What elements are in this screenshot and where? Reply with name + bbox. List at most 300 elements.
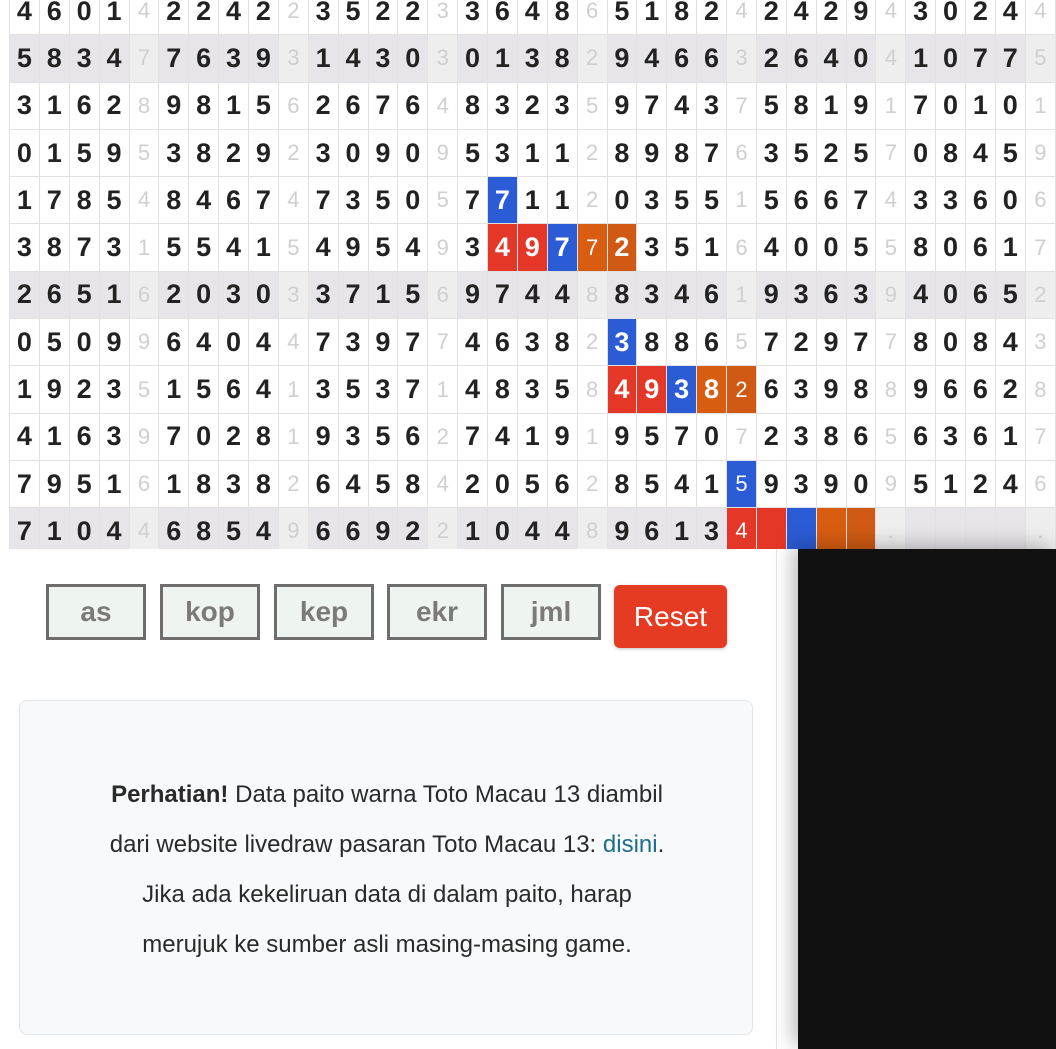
- paito-cell: 5: [756, 177, 786, 224]
- paito-cell: 4: [488, 224, 518, 271]
- paito-cell: 7: [129, 35, 159, 82]
- paito-cell: 1: [99, 460, 129, 507]
- paito-cell: 5: [1025, 35, 1055, 82]
- paito-cell: 2: [278, 460, 308, 507]
- paito-cell: 4: [995, 319, 1025, 366]
- paito-cell: 8: [577, 508, 607, 549]
- paito-cell: 5: [547, 366, 577, 413]
- paito-cell: 9: [607, 508, 637, 549]
- paito-cell: 5: [607, 0, 637, 35]
- paito-cell: 2: [10, 271, 40, 318]
- paito-row: [10, 129, 1056, 176]
- paito-cell: 1: [249, 224, 279, 271]
- paito-cell: 8: [547, 319, 577, 366]
- paito-cell: 6: [667, 35, 697, 82]
- paito-cell: 1: [995, 224, 1025, 271]
- paito-cell: 0: [249, 271, 279, 318]
- paito-cell: 6: [159, 508, 189, 549]
- paito-cell: 7: [846, 177, 876, 224]
- paito-cell: 3: [338, 413, 368, 460]
- paito-cell: 5: [189, 224, 219, 271]
- paito-cell: 4: [547, 271, 577, 318]
- filter-input-jml[interactable]: [501, 584, 601, 640]
- paito-cell: 3: [99, 413, 129, 460]
- paito-row: [10, 413, 1056, 460]
- paito-cell: 8: [876, 366, 906, 413]
- paito-cell: 3: [697, 82, 727, 129]
- paito-cell: 0: [69, 508, 99, 549]
- paito-cell: .: [876, 508, 906, 549]
- paito-cell: 4: [129, 0, 159, 35]
- paito-cell: 6: [159, 319, 189, 366]
- paito-cell: 0: [936, 271, 966, 318]
- paito-cell: 1: [10, 177, 40, 224]
- paito-cell: 9: [99, 129, 129, 176]
- paito-cell: 3: [637, 177, 667, 224]
- paito-cell: 3: [1025, 319, 1055, 366]
- paito-cell: 5: [69, 460, 99, 507]
- paito-cell: .: [1025, 508, 1055, 549]
- paito-cell: 2: [69, 366, 99, 413]
- paito-cell: 2: [577, 177, 607, 224]
- paito-cell: 4: [667, 82, 697, 129]
- paito-cell: 9: [129, 319, 159, 366]
- paito-cell: 4: [129, 508, 159, 549]
- paito-cell: 8: [39, 224, 69, 271]
- paito-cell: 4: [876, 177, 906, 224]
- paito-cell: 1: [39, 508, 69, 549]
- paito-cell: 1: [39, 413, 69, 460]
- paito-cell: 9: [756, 460, 786, 507]
- paito-cell: 2: [278, 0, 308, 35]
- paito-cell: 4: [667, 460, 697, 507]
- paito-cell: 2: [697, 0, 727, 35]
- paito-cell: 3: [667, 366, 697, 413]
- paito-cell: 0: [338, 129, 368, 176]
- paito-cell: 6: [966, 366, 996, 413]
- paito-cell: 6: [577, 0, 607, 35]
- paito-cell: 6: [786, 35, 816, 82]
- paito-cell: 5: [159, 224, 189, 271]
- paito-cell: 6: [697, 319, 727, 366]
- paito-cell: 1: [667, 508, 697, 549]
- paito-cell: 7: [756, 319, 786, 366]
- paito-cell: 7: [308, 319, 338, 366]
- paito-cell: 5: [876, 413, 906, 460]
- paito-cell: 3: [159, 129, 189, 176]
- paito-grid: [9, 0, 1056, 549]
- paito-cell: 1: [159, 460, 189, 507]
- paito-cell: 4: [458, 366, 488, 413]
- paito-cell: 9: [607, 35, 637, 82]
- paito-cell: 6: [488, 0, 518, 35]
- paito-cell: 9: [249, 35, 279, 82]
- paito-cell: 9: [607, 413, 637, 460]
- paito-cell: 6: [966, 224, 996, 271]
- paito-cell: 9: [39, 366, 69, 413]
- paito-cell: 3: [786, 366, 816, 413]
- paito-cell: 5: [846, 224, 876, 271]
- paito-cell: 0: [189, 271, 219, 318]
- paito-cell: 3: [936, 413, 966, 460]
- paito-cell: 1: [99, 0, 129, 35]
- paito-cell: 0: [10, 129, 40, 176]
- paito-cell: 4: [278, 319, 308, 366]
- paito-cell: 1: [517, 413, 547, 460]
- paito-cell: 7: [846, 319, 876, 366]
- paito-cell: 9: [846, 0, 876, 35]
- paito-cell: 7: [398, 366, 428, 413]
- paito-cell: 1: [517, 177, 547, 224]
- paito-cell: 3: [219, 460, 249, 507]
- paito-cell: 1: [637, 0, 667, 35]
- paito-cell: 4: [637, 35, 667, 82]
- paito-cell: 9: [756, 271, 786, 318]
- paito-cell: 6: [816, 177, 846, 224]
- paito-cell: 2: [577, 319, 607, 366]
- paito-cell: 8: [129, 82, 159, 129]
- paito-cell: 1: [906, 35, 936, 82]
- paito-cell: 1: [697, 460, 727, 507]
- notice-box: [19, 700, 753, 1035]
- paito-cell: 4: [189, 319, 219, 366]
- paito-cell: 6: [727, 224, 757, 271]
- paito-cell: [786, 508, 816, 549]
- paito-cell: 9: [637, 129, 667, 176]
- paito-cell: 8: [189, 82, 219, 129]
- paito-cell: 2: [249, 0, 279, 35]
- paito-cell: 2: [398, 0, 428, 35]
- paito-cell: 0: [786, 224, 816, 271]
- paito-cell: 5: [189, 366, 219, 413]
- paito-cell: 5: [697, 177, 727, 224]
- paito-cell: 3: [278, 35, 308, 82]
- paito-cell: 1: [995, 413, 1025, 460]
- paito-cell: 8: [398, 460, 428, 507]
- paito-cell: 8: [39, 35, 69, 82]
- paito-cell: 1: [727, 177, 757, 224]
- paito-cell: 0: [69, 0, 99, 35]
- paito-cell: 2: [727, 366, 757, 413]
- paito-cell: 6: [308, 508, 338, 549]
- filter-input-kep[interactable]: [274, 584, 374, 640]
- paito-cell: 5: [786, 129, 816, 176]
- reset-button[interactable]: Reset: [614, 585, 727, 648]
- paito-cell: 5: [727, 319, 757, 366]
- paito-cell: 4: [99, 35, 129, 82]
- paito-cell: [995, 508, 1025, 549]
- paito-cell: 1: [428, 366, 458, 413]
- paito-cell: 7: [428, 319, 458, 366]
- paito-cell: 8: [667, 0, 697, 35]
- paito-cell: 1: [99, 271, 129, 318]
- divider: [776, 549, 777, 1049]
- paito-cell: 8: [607, 129, 637, 176]
- paito-cell: 5: [338, 366, 368, 413]
- paito-cell: 5: [995, 129, 1025, 176]
- paito-cell: 9: [249, 129, 279, 176]
- notice-line-3: Jika ada kekeliruan data di dalam paito, harap: [142, 881, 632, 908]
- paito-cell: 1: [1025, 82, 1055, 129]
- paito-cell: 8: [159, 177, 189, 224]
- paito-cell: 8: [966, 319, 996, 366]
- paito-cell: 0: [219, 319, 249, 366]
- paito-cell: 3: [338, 177, 368, 224]
- paito-cell: 5: [637, 413, 667, 460]
- paito-cell: 7: [10, 508, 40, 549]
- paito-cell: 2: [219, 413, 249, 460]
- paito-cell: 5: [637, 460, 667, 507]
- paito-cell: 4: [876, 0, 906, 35]
- paito-cell: 6: [786, 177, 816, 224]
- paito-cell: 2: [278, 129, 308, 176]
- paito-cell: 5: [249, 82, 279, 129]
- paito-cell: 8: [906, 224, 936, 271]
- paito-cell: [756, 508, 786, 549]
- paito-cell: 3: [786, 271, 816, 318]
- paito-cell: 6: [966, 413, 996, 460]
- paito-grid-container: [9, 0, 1056, 549]
- paito-cell: 5: [99, 177, 129, 224]
- paito-cell: 7: [488, 177, 518, 224]
- paito-cell: 5: [368, 177, 398, 224]
- paito-cell: 6: [338, 82, 368, 129]
- paito-cell: 6: [69, 413, 99, 460]
- paito-cell: 3: [338, 319, 368, 366]
- paito-cell: 3: [517, 35, 547, 82]
- paito-cell: 0: [607, 177, 637, 224]
- paito-cell: 6: [547, 460, 577, 507]
- notice-line-2: [20, 831, 754, 859]
- paito-cell: 6: [846, 413, 876, 460]
- paito-cell: 1: [577, 413, 607, 460]
- paito-cell: 5: [727, 460, 757, 507]
- paito-cell: 2: [786, 319, 816, 366]
- paito-cell: 4: [308, 224, 338, 271]
- paito-cell: 3: [428, 0, 458, 35]
- paito-cell: 4: [547, 508, 577, 549]
- paito-cell: 6: [936, 366, 966, 413]
- paito-cell: 6: [727, 129, 757, 176]
- paito-cell: 6: [966, 177, 996, 224]
- paito-cell: 2: [428, 413, 458, 460]
- paito-cell: 5: [846, 129, 876, 176]
- paito-cell: 3: [308, 271, 338, 318]
- paito-cell: 2: [308, 82, 338, 129]
- paito-cell: 2: [1025, 271, 1055, 318]
- paito-cell: 2: [966, 0, 996, 35]
- paito-cell: 0: [936, 82, 966, 129]
- paito-cell: 1: [159, 366, 189, 413]
- paito-cell: 3: [488, 82, 518, 129]
- paito-cell: 8: [816, 413, 846, 460]
- paito-cell: 9: [368, 319, 398, 366]
- paito-cell: 7: [876, 319, 906, 366]
- paito-cell: 6: [906, 413, 936, 460]
- paito-cell: 9: [816, 366, 846, 413]
- paito-cell: 7: [368, 82, 398, 129]
- paito-cell: 8: [189, 129, 219, 176]
- paito-cell: 2: [816, 0, 846, 35]
- paito-cell: 4: [995, 0, 1025, 35]
- paito-cell: 3: [727, 35, 757, 82]
- paito-cell: 4: [10, 0, 40, 35]
- paito-cell: 4: [398, 224, 428, 271]
- filter-input-as[interactable]: [46, 584, 146, 640]
- paito-cell: 6: [697, 271, 727, 318]
- paito-cell: 8: [667, 319, 697, 366]
- paito-cell: 4: [278, 177, 308, 224]
- paito-cell: 9: [428, 224, 458, 271]
- paito-cell: 1: [936, 460, 966, 507]
- paito-cell: 6: [39, 0, 69, 35]
- paito-cell: 4: [488, 413, 518, 460]
- paito-cell: 7: [1025, 224, 1055, 271]
- paito-cell: 7: [577, 224, 607, 271]
- paito-cell: 4: [10, 413, 40, 460]
- paito-cell: 6: [308, 460, 338, 507]
- paito-cell: 9: [338, 224, 368, 271]
- paito-cell: 1: [39, 82, 69, 129]
- paito-cell: 8: [249, 460, 279, 507]
- paito-cell: 8: [667, 129, 697, 176]
- paito-cell: 3: [428, 35, 458, 82]
- paito-row: [10, 82, 1056, 129]
- paito-cell: [966, 508, 996, 549]
- paito-cell: 7: [458, 177, 488, 224]
- paito-cell: 7: [338, 271, 368, 318]
- paito-cell: 4: [249, 366, 279, 413]
- paito-cell: 2: [816, 129, 846, 176]
- paito-cell: 1: [308, 35, 338, 82]
- paito-cell: 2: [756, 0, 786, 35]
- paito-cell: 0: [189, 413, 219, 460]
- paito-cell: 4: [249, 319, 279, 366]
- paito-row: [10, 35, 1056, 82]
- paito-cell: 7: [995, 35, 1025, 82]
- paito-cell: 0: [398, 35, 428, 82]
- paito-cell: 6: [278, 82, 308, 129]
- paito-cell: 7: [159, 35, 189, 82]
- paito-cell: 7: [458, 413, 488, 460]
- paito-cell: 4: [219, 0, 249, 35]
- paito-cell: 8: [249, 413, 279, 460]
- paito-cell: 9: [876, 271, 906, 318]
- paito-cell: 8: [577, 271, 607, 318]
- source-link[interactable]: disini: [602, 831, 658, 858]
- paito-cell: 6: [129, 460, 159, 507]
- paito-cell: 3: [547, 82, 577, 129]
- paito-cell: 4: [1025, 0, 1055, 35]
- filter-input-ekr[interactable]: [387, 584, 487, 640]
- paito-cell: 0: [995, 82, 1025, 129]
- paito-cell: 3: [786, 413, 816, 460]
- paito-cell: 1: [517, 129, 547, 176]
- paito-cell: 7: [906, 82, 936, 129]
- paito-cell: 9: [846, 82, 876, 129]
- paito-cell: [936, 508, 966, 549]
- paito-cell: 2: [398, 508, 428, 549]
- paito-cell: 0: [936, 224, 966, 271]
- paito-cell: 4: [189, 177, 219, 224]
- paito-cell: 7: [69, 224, 99, 271]
- paito-cell: [846, 508, 876, 549]
- paito-cell: 8: [637, 319, 667, 366]
- paito-cell: 2: [99, 82, 129, 129]
- paito-cell: 6: [338, 508, 368, 549]
- paito-cell: 5: [219, 508, 249, 549]
- paito-cell: 2: [756, 413, 786, 460]
- paito-cell: 4: [756, 224, 786, 271]
- paito-cell: 7: [398, 319, 428, 366]
- paito-cell: 8: [1025, 366, 1055, 413]
- paito-cell: 4: [727, 508, 757, 549]
- paito-cell: 6: [189, 35, 219, 82]
- paito-cell: 9: [1025, 129, 1055, 176]
- paito-cell: 7: [727, 82, 757, 129]
- paito-row: [10, 460, 1056, 507]
- paito-cell: 1: [458, 508, 488, 549]
- notice-text: .: [657, 831, 665, 858]
- paito-cell: 6: [966, 271, 996, 318]
- paito-cell: 9: [517, 224, 547, 271]
- paito-cell: 3: [517, 319, 547, 366]
- paito-cell: 3: [368, 366, 398, 413]
- filter-input-kop[interactable]: [160, 584, 260, 640]
- paito-cell: 3: [99, 224, 129, 271]
- paito-cell: 8: [547, 0, 577, 35]
- paito-cell: 5: [278, 224, 308, 271]
- paito-cell: 7: [159, 413, 189, 460]
- paito-cell: 4: [607, 366, 637, 413]
- paito-cell: 9: [368, 129, 398, 176]
- paito-cell: 2: [577, 460, 607, 507]
- paito-cell: 6: [756, 366, 786, 413]
- paito-cell: 3: [10, 224, 40, 271]
- paito-cell: 3: [637, 271, 667, 318]
- paito-cell: 1: [129, 224, 159, 271]
- paito-cell: 7: [547, 224, 577, 271]
- paito-cell: 2: [428, 508, 458, 549]
- paito-cell: 5: [577, 82, 607, 129]
- paito-cell: 2: [219, 129, 249, 176]
- paito-cell: 6: [39, 271, 69, 318]
- paito-cell: 1: [876, 82, 906, 129]
- paito-cell: 8: [458, 82, 488, 129]
- paito-cell: 7: [249, 177, 279, 224]
- paito-cell: 7: [39, 177, 69, 224]
- paito-cell: 9: [99, 319, 129, 366]
- paito-cell: 9: [39, 460, 69, 507]
- paito-cell: 5: [129, 129, 159, 176]
- paito-cell: 3: [637, 224, 667, 271]
- paito-cell: 9: [159, 82, 189, 129]
- paito-cell: 2: [159, 271, 189, 318]
- paito-cell: 4: [876, 35, 906, 82]
- paito-cell: 3: [906, 177, 936, 224]
- paito-cell: 6: [1025, 460, 1055, 507]
- paito-cell: 9: [906, 366, 936, 413]
- paito-cell: 4: [727, 0, 757, 35]
- paito-cell: 1: [966, 82, 996, 129]
- paito-cell: 6: [816, 271, 846, 318]
- paito-cell: 0: [398, 129, 428, 176]
- paito-cell: 5: [39, 319, 69, 366]
- paito-cell: 3: [458, 224, 488, 271]
- paito-cell: 4: [966, 129, 996, 176]
- paito-cell: 9: [428, 129, 458, 176]
- paito-cell: 6: [1025, 177, 1055, 224]
